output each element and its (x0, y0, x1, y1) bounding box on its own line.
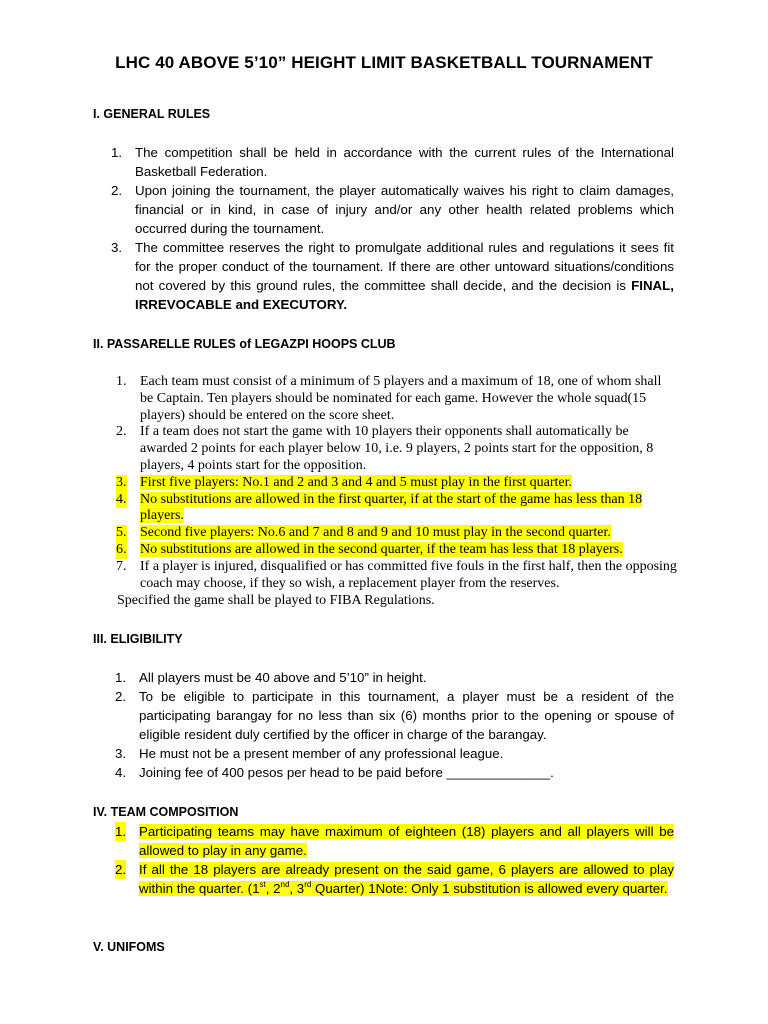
list-item: 3. The committee reserves the right to promulgate additional rules and regulations it sees fit for the proper conduct of the tournament. If there are other untoward situations/conditions not covered by this ground rules, the committee shall decide, and the decision is FINAL, IRREVOCABLE and EXECUTORY. (111, 240, 674, 312)
section-heading-team-composition: IV. TEAM COMPOSITION (93, 805, 239, 819)
list-item-highlighted: 4. No substitutions are allowed in the first quarter, if at the start of the game has less than 18 players. (116, 491, 643, 524)
list-item-highlighted: 1. Participating teams may have maximum of eighteen (18) players and all players will be allowed to play in any game. (115, 824, 674, 858)
bold-emphasis: FINAL, IRREVOCABLE and EXECUTORY. (135, 278, 674, 312)
list-item: 1. All players must be 40 above and 5’10” in height. (115, 670, 427, 685)
list-item: 2. To be eligible to participate in this tournament, a player must be a resident of the participating barangay for no less than six (6) months prior to the opening or spouse of eligible resident duly certified by the officer in charge of the barangay. (115, 689, 674, 742)
list-item: 2. Upon joining the tournament, the player automatically waives his right to claim damages, financial or in kind, in case of injury and/or any other health related problems which occurred during the tournament. (111, 183, 674, 236)
page-title: LHC 40 ABOVE 5’10” HEIGHT LIMIT BASKETBALL TOURNAMENT (115, 53, 653, 72)
list-item-highlighted: 2. If all the 18 players are already present on the said game, 6 players are allowed to play within the quarter. (1st, 2nd, 3rd Quarter) 1Note: Only 1 substitution is allowed every quarter. (115, 862, 674, 896)
passarelle-footnote: Specified the game shall be played to FIBA Regulations. (117, 593, 435, 608)
passarelle-rules-list (116, 374, 678, 592)
section-heading-uniforms: V. UNIFOMS (93, 940, 165, 954)
eligibility-list (115, 668, 674, 782)
section-heading-general-rules: I. GENERAL RULES (93, 107, 211, 121)
list-item-highlighted: 3. First five players: No.1 and 2 and 3 and 4 and 5 must play in the first quarter. (116, 474, 572, 490)
team-composition-list (115, 822, 674, 898)
section-heading-passarelle-rules: II. PASSARELLE RULES of LEGAZPI HOOPS CLUB (93, 337, 396, 351)
list-item: 1. The competition shall be held in accordance with the current rules of the International Basketball Federation. (111, 145, 674, 179)
section-heading-eligibility: III. ELIGIBILITY (93, 632, 183, 646)
list-item: 4. Joining fee of 400 pesos per head to be paid before ______________. (115, 765, 554, 780)
list-item-highlighted: 5. Second five players: No.6 and 7 and 8 and 9 and 10 must play in the second quarter. (116, 525, 611, 541)
list-item: 3. He must not be a present member of any professional league. (115, 746, 504, 761)
list-item: 7. If a player is injured, disqualified or has committed five fouls in the first half, then the opposing coach may choose, if they so wish, a replacement player from the reserves. (116, 558, 677, 591)
list-item: 2. If a team does not start the game with 10 players their opponents shall automatically be awarded 2 points for each player below 10, i.e. 9 players, 2 points start for the opposition, 8 players, 4 points start for the opposition. (116, 424, 654, 473)
general-rules-list (111, 143, 674, 314)
list-item-highlighted: 6. No substitutions are allowed in the second quarter, if the team has less that 18 players. (116, 541, 623, 557)
list-item: 1. Each team must consist of a minimum of 5 players and a maximum of 18, one of whom shall be Captain. Ten players should be nominated for each game. However the whole squad(15 players) should be entered on the score sheet. (116, 374, 662, 423)
